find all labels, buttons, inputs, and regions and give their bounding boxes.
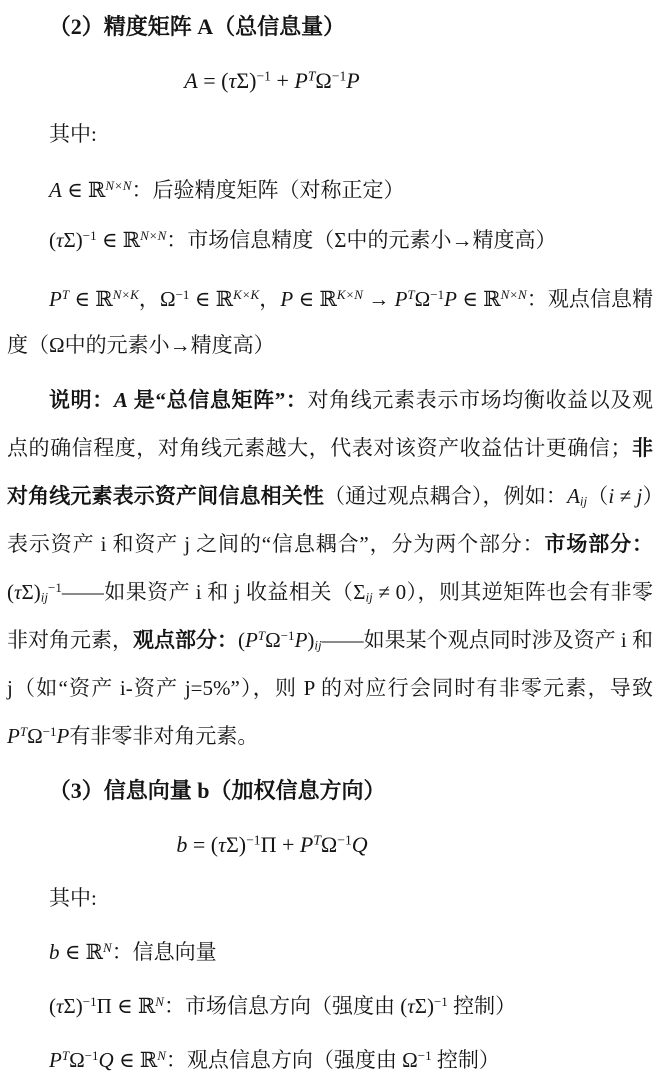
text-segment: Ω [315,68,332,93]
text-segment: P [49,1048,62,1072]
text-segment: P [280,287,294,311]
text-segment: （2）精度矩阵 A（总信息量） [48,14,346,39]
text-segment: ∈ ℝ [293,287,337,311]
text-segment: b [176,832,188,857]
text-segment: ：后验精度矩阵（对称正定） [131,178,405,202]
text-segment: ij [314,637,322,653]
definition-posterior-precision [7,174,653,206]
text-segment: T [257,627,266,643]
text-segment: （通过观点耦合），例如： [323,484,568,508]
text-segment: −1 [246,832,261,848]
text-segment: ——如果某个观点同时涉及资产 i 和 j（如“资产 i-资产 j=5%”），则 P 的对应行会同时有非零元素，导致 [7,628,654,700]
text-segment: ）表示资产 i 和资产 j 之间的“信息耦合”，分为两个部分： [7,484,654,556]
definition-market-direction [7,990,653,1022]
formula-precision-matrix [7,64,537,98]
text-segment: Σ) [63,228,83,252]
text-segment: 其中: [49,886,97,910]
text-segment: −1 [331,68,347,84]
text-segment: = ( [187,832,219,857]
text-segment: −1 [280,627,295,643]
text-segment: −1 [256,68,271,84]
text-segment: P [299,832,314,857]
text-segment: 对角线元素表示市场均衡收益以及观点的确信程度，对角线元素越大，代表对该资产收益估计更确信； [7,388,654,460]
text-segment: P [394,287,408,311]
text-segment: P [56,724,70,748]
text-segment: K×N [336,286,363,302]
text-segment: ij [579,493,588,509]
text-segment: τ [14,580,22,604]
text-segment: ，Ω [138,287,176,311]
text-segment: −1 [84,1047,99,1063]
text-segment: N [157,1047,166,1063]
text-segment: τ [56,994,64,1018]
text-segment: P [294,628,308,652]
text-segment: τ [218,832,226,857]
text-segment: 观点部分： [133,628,239,652]
heading-information-vector [7,774,653,808]
text-segment: −1 [430,286,445,302]
text-segment: i [608,484,615,508]
text-segment: τ [228,68,237,93]
text-segment: Ω [27,724,43,748]
text-segment: τ [407,994,415,1018]
text-segment: T [313,832,321,848]
text-segment: ) [307,628,315,652]
definition-view-direction [7,1044,653,1076]
text-segment: Π + [260,832,300,857]
text-segment: ∈ ℝ [113,1048,158,1072]
formula-information-vector [7,828,537,862]
text-segment: ij [365,589,373,605]
text-segment: → [362,287,395,311]
where-label-1 [7,118,653,150]
text-segment: N×N [140,227,167,243]
text-segment: P [294,68,308,93]
text-segment: ∈ ℝ [59,940,103,964]
text-segment: K×K [233,286,260,302]
text-segment: ：市场信息精度（Σ中的元素小→精度高） [166,228,557,252]
heading-precision-matrix [7,10,653,44]
text-segment: T [407,286,415,302]
text-segment: ≠ [614,484,637,508]
text-segment: 控制） [447,994,517,1018]
text-segment: ∈ ℝ [61,178,106,202]
text-segment: Σ) [414,994,434,1018]
text-segment: + [270,68,295,93]
text-segment: j [636,484,643,508]
text-segment: A [113,388,128,412]
text-segment: −1 [42,723,57,739]
text-segment: P [444,287,457,311]
text-segment: ∈ ℝ [69,287,113,311]
text-segment: ：观点信息方向（强度由 Ω [165,1048,418,1072]
text-segment: ：信息向量 [111,940,217,964]
text-segment: −1 [337,832,352,848]
text-segment: Σ) [21,580,41,604]
text-segment: ( [238,628,246,652]
text-segment: −1 [417,1047,432,1063]
text-segment: −1 [82,993,97,1009]
text-segment: 说明： [49,388,114,412]
text-segment: ：市场信息方向（强度由 ( [163,994,408,1018]
text-segment: （ [587,484,609,508]
text-segment: Π ∈ ℝ [96,994,156,1018]
text-segment: Q [351,832,368,857]
text-segment: τ [56,228,64,252]
text-segment: 非对角线元素表示资产间信息相关性 [7,436,654,508]
definition-information-vector [7,936,653,968]
text-segment: Ω [320,832,338,857]
text-segment: ， [259,287,281,311]
text-segment: −1 [47,579,62,595]
text-segment: ∈ ℝ [456,287,501,311]
text-segment: −1 [82,227,97,243]
text-segment: b [49,940,60,964]
text-segment: ——如果资产 i 和 j 收益相关（Σ [61,580,366,604]
definition-view-precision [7,276,653,368]
text-segment: ∈ ℝ [96,228,141,252]
text-segment: P [7,724,20,748]
where-label-2 [7,882,653,914]
text-segment: 是“总信息矩阵”： [127,388,308,412]
explanation-paragraph [7,376,653,760]
text-segment: Ω [265,628,281,652]
text-segment: 市场部分： [544,532,654,556]
text-segment: N×K [112,286,139,302]
text-segment: −1 [175,286,190,302]
text-segment: 有非零非对角元素。 [69,724,259,748]
text-segment: N×N [500,286,527,302]
text-segment: ( [49,994,56,1018]
definition-market-precision [7,224,653,256]
text-segment: P [245,628,258,652]
text-segment: −1 [433,993,448,1009]
text-segment: P [346,68,360,93]
text-segment: A [567,484,580,508]
text-segment: Ω [414,287,431,311]
text-segment: = ( [197,68,229,93]
text-segment: Q [98,1048,114,1072]
text-segment: N [103,939,112,955]
text-segment: ≠ 0），则其逆矩阵也会有非零非对角元素， [7,580,653,652]
text-segment: ( [49,228,56,252]
text-segment: N [155,993,164,1009]
text-segment: ( [7,580,14,604]
text-segment: Σ) [63,994,83,1018]
text-segment: T [307,68,316,84]
text-segment: ：观点信息精度（Ω中的元素小→精度高） [7,287,654,357]
text-segment: 其中: [49,122,97,146]
text-segment: Ω [69,1048,85,1072]
text-segment: T [19,723,28,739]
text-segment: ij [40,589,48,605]
text-segment: Σ) [236,68,257,93]
text-segment: ∈ ℝ [189,287,234,311]
text-segment: A [49,178,62,202]
text-segment: Σ) [225,832,247,857]
text-segment: （3）信息向量 b（加权信息方向） [48,778,386,803]
text-segment: 控制） [431,1048,500,1072]
text-segment: T [61,286,70,302]
text-segment: N×N [105,177,132,193]
text-segment: A [184,68,198,93]
text-segment: T [61,1047,70,1063]
text-segment: P [49,287,62,311]
